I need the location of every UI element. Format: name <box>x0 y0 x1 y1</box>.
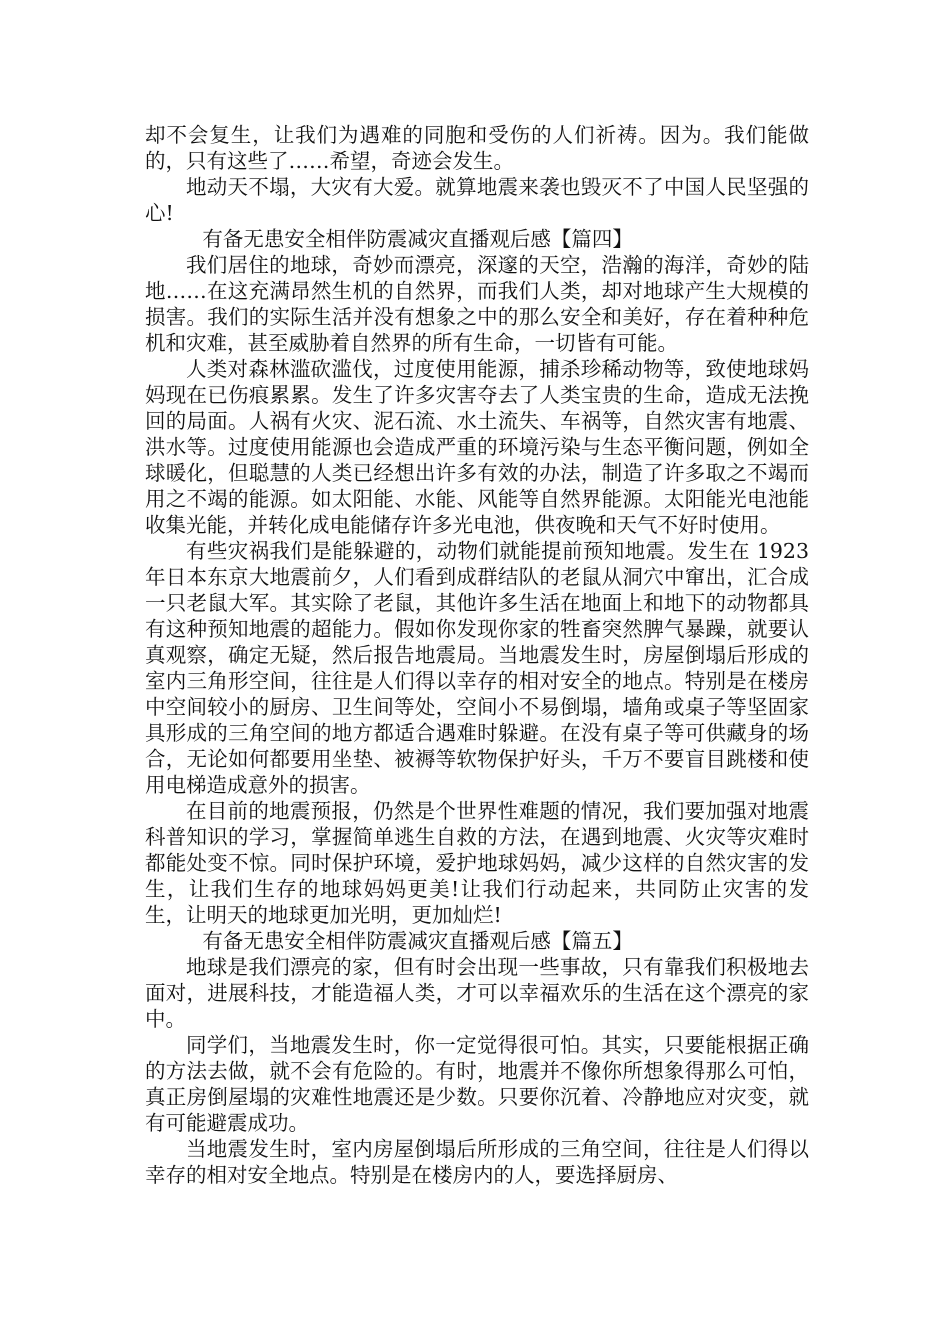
paragraph: 有些灾祸我们是能躲避的，动物们就能提前预知地震。发生在 1923 年日本东京大地震前夕，人们看到成群结队的老鼠从洞穴中窜出，汇合成一只老鼠大军。其实除了老鼠，其他许多生活在地面上和地下的动物都具有这种预知地震的超能力。假如你发现你家的牲畜突然脾气暴躁，就要认真观察，确定无疑，然后报告地震局。当地震发生时，房屋倒塌后形成的室内三角形空间，往往是人们得以幸存的相对安全的地点。特别是在楼房中空间较小的厨房、卫生间等处，空间小不易倒塌，墙角或桌子等坚固家具形成的三角空间的地方都适合遇难时躲避。在没有桌子等可供藏身的场合，无论如何都要用坐垫、被褥等软物保护好头，千万不要盲目跳楼和使用电梯造成意外的损害。 <box>145 539 809 797</box>
paragraph-continuation: 却不会复生，让我们为遇难的同胞和受伤的人们祈祷。因为。我们能做的，只有这些了……希望，奇迹会发生。 <box>145 123 809 173</box>
paragraph: 地球是我们漂亮的家，但有时会出现一些事故，只有靠我们积极地去面对，进展科技，才能造福人类，才可以幸福欢乐的生活在这个漂亮的家中。 <box>145 955 809 1031</box>
paragraph: 人类对森林滥砍滥伐，过度使用能源，捕杀珍稀动物等，致使地球妈妈现在已伤痕累累。发生了许多灾害夺去了人类宝贵的生命，造成无法挽回的局面。人祸有火灾、泥石流、水土流失、车祸等，自然灾害有地震、洪水等。过度使用能源也会造成严重的环境污染与生态平衡问题，例如全球暖化，但聪慧的人类已经想出许多有效的办法，制造了许多取之不竭而用之不竭的能源。如太阳能、水能、风能等自然界能源。太阳能光电池能收集光能，并转化成电能储存许多光电池，供夜晚和天气不好时使用。 <box>145 357 809 537</box>
section-heading-part-five: 有备无患安全相伴防震减灾直播观后感【篇五】 <box>202 929 633 953</box>
paragraph: 在目前的地震预报，仍然是个世界性难题的情况，我们要加强对地震科普知识的学习，掌握简单逃生自救的方法，在遇到地震、火灾等灾难时都能处变不惊。同时保护环境，爱护地球妈妈，减少这样的自然灾害的发生，让我们生存的地球妈妈更美!让我们行动起来，共同防止灾害的发生，让明天的地球更加光明，更加灿烂! <box>145 799 809 927</box>
document-body <box>145 122 809 1188</box>
paragraph: 同学们，当地震发生时，你一定觉得很可怕。其实，只要能根据正确的方法去做，就不会有危险的。有时，地震并不像你所想象得那么可怕，真正房倒屋塌的灾难性地震还是少数。只要你沉着、冷静地应对灾变，就有可能避震成功。 <box>145 1033 809 1135</box>
section-heading-part-four: 有备无患安全相伴防震减灾直播观后感【篇四】 <box>202 227 633 251</box>
paragraph: 当地震发生时，室内房屋倒塌后所形成的三角空间，往往是人们得以幸存的相对安全地点。特别是在楼房内的人，要选择厨房、 <box>145 1137 809 1187</box>
paragraph: 我们居住的地球，奇妙而漂亮，深邃的天空，浩瀚的海洋，奇妙的陆地……在这充满昂然生机的自然界，而我们人类，却对地球产生大规模的损害。我们的实际生活并没有想象之中的那么安全和美好，存在着种种危机和灾难，甚至威胁着自然界的所有生命，一切皆有可能。 <box>145 253 809 355</box>
paragraph: 地动天不塌，大灾有大爱。就算地震来袭也毁灭不了中国人民坚强的心! <box>145 175 809 225</box>
